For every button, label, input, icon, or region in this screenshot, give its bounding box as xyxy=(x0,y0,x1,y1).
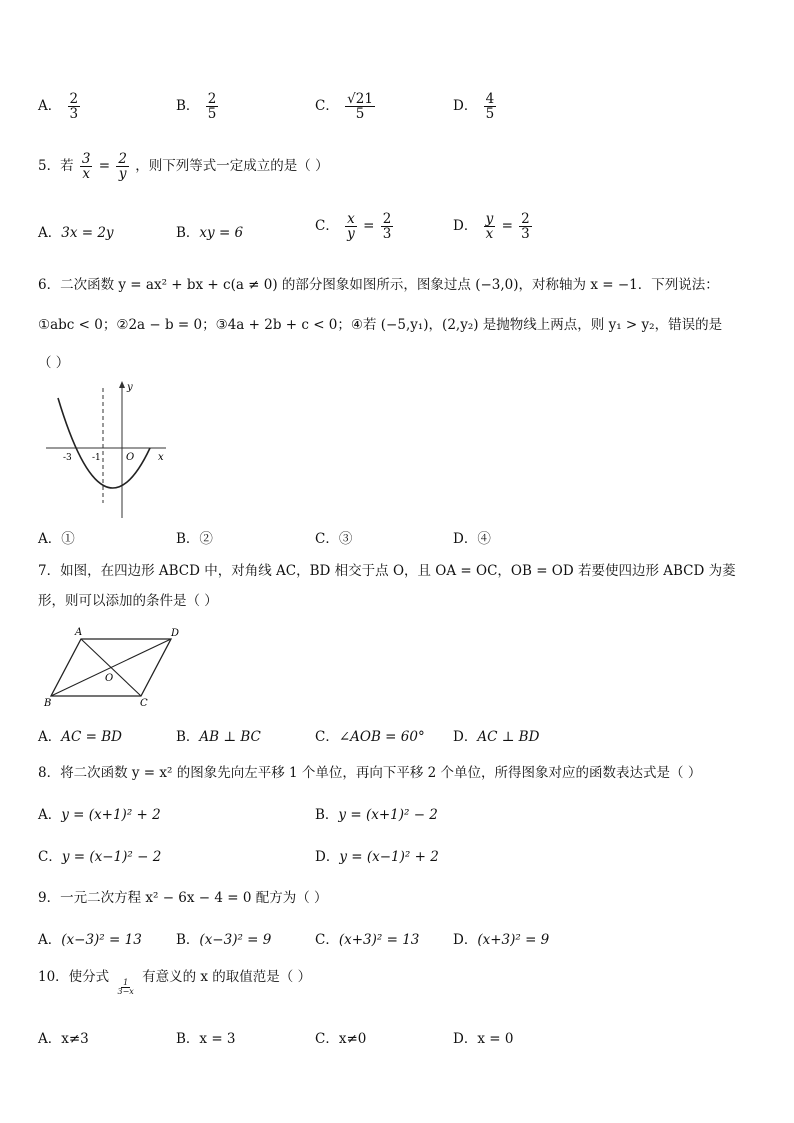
q6-option-a: A．① xyxy=(38,531,75,547)
origin-label: O xyxy=(126,452,135,463)
q9-option-a: A．(x−3)² = 13 xyxy=(38,932,142,948)
y-axis-arrow xyxy=(119,381,125,388)
vertex-a: A xyxy=(75,627,83,638)
q4-option-c: C． $\frac{√21}{5}$ xyxy=(315,91,373,123)
q7-option-c: C．∠AOB = 60° xyxy=(315,729,425,745)
fraction: $\frac{1}{3-x}$ xyxy=(117,977,134,996)
q7-option-b: B．AB ⊥ BC xyxy=(176,729,261,745)
q8-option-d: D．y = (x−1)² + 2 xyxy=(315,849,439,865)
vertex-c: C xyxy=(140,698,148,709)
diagonal-bd xyxy=(51,639,171,696)
tick-minus-1: -1 xyxy=(92,453,101,463)
fraction: $\frac{3}{x}$ xyxy=(81,151,91,183)
q8-option-c: C．y = (x−1)² − 2 xyxy=(38,849,162,865)
fraction: $\frac{2}{3}$ xyxy=(69,91,79,123)
q9-option-d: D．(x+3)² = 9 xyxy=(453,932,550,948)
q7-option-d: D．AC ⊥ BD xyxy=(453,729,540,745)
q4-option-a: A． $\frac{2}{3}$ xyxy=(38,91,79,123)
y-label: y xyxy=(127,382,133,393)
q5-option-b: B．xy = 6 xyxy=(176,225,244,241)
q5-option-c: C． $\frac{x}{y}$ = $\frac{2}{3}$ xyxy=(315,211,392,243)
q9-option-c: C．(x+3)² = 13 xyxy=(315,932,420,948)
q9-stem: 9．一元二次方程 x² − 6x − 4 = 0 配方为（ ） xyxy=(38,890,328,906)
q6-option-c: C．③ xyxy=(315,531,353,547)
q10-option-d: D．x = 0 xyxy=(453,1031,514,1047)
fraction: $\frac{4}{5}$ xyxy=(485,91,495,123)
q10-option-a: A．x≠3 xyxy=(38,1031,89,1047)
q6-stem-line1: 6．二次函数 y = ax² + bx + c(a ≠ 0) 的部分图象如图所示，图象过点 (−3,0)，对称轴为 x = −1．下列说法： xyxy=(38,277,719,293)
fraction: $\frac{2}{y}$ xyxy=(118,151,127,183)
quadrilateral-figure xyxy=(38,624,198,710)
q6-option-b: B．② xyxy=(176,531,213,547)
q9-option-b: B．(x−3)² = 9 xyxy=(176,932,272,948)
vertex-b: B xyxy=(44,698,52,709)
q7-stem-line1: 7．如图，在四边形 ABCD 中，对角线 AC，BD 相交于点 O，且 OA = OC，OB = OD 若要使四边形 ABCD 为菱 xyxy=(38,563,736,579)
q8-stem: 8．将二次函数 y = x² 的图象先向左平移 1 个单位，再向下平移 2 个单位，所得图象对应的函数表达式是（ ） xyxy=(38,765,702,781)
parabola-graph xyxy=(38,378,178,523)
q6-option-d: D．④ xyxy=(453,531,491,547)
q5-option-d: D． $\frac{y}{x}$ = $\frac{2}{3}$ xyxy=(453,211,530,243)
vertex-d: D xyxy=(171,628,180,639)
fraction: $\frac{2}{5}$ xyxy=(207,91,217,123)
q10-option-c: C．x≠0 xyxy=(315,1031,367,1047)
q10-option-b: B．x = 3 xyxy=(176,1031,236,1047)
q10-stem: 10．使分式 $\frac{1}{3-x}$ 有意义的 x 的取值范是（ ） xyxy=(38,969,312,996)
q6-stem-line3: （ ） xyxy=(38,355,70,371)
parabola-curve xyxy=(58,398,150,488)
q8-option-b: B．y = (x+1)² − 2 xyxy=(315,807,438,823)
fraction: $\frac{2}{3}$ xyxy=(521,211,530,243)
fraction: $\frac{y}{x}$ xyxy=(485,211,494,243)
x-label: x xyxy=(158,452,164,463)
fraction: $\frac{√21}{5}$ xyxy=(347,91,373,123)
q8-option-a: A．y = (x+1)² + 2 xyxy=(38,807,161,823)
q6-stem-line2: ①abc < 0；②2a − b = 0；③4a + 2b + c < 0；④若 (−5,y₁)，(2,y₂) 是抛物线上两点，则 y₁ > y₂，错误的是 xyxy=(38,317,723,333)
q7-stem-line2: 形，则可以添加的条件是（ ） xyxy=(38,593,218,609)
q7-option-a: A．AC = BD xyxy=(38,729,122,745)
q5-stem: 5．若 $\frac{3}{x}$ = $\frac{2}{y}$ ，则下列等式一定成立的是（ ） xyxy=(38,151,329,183)
q4-option-b: B． $\frac{2}{5}$ xyxy=(176,91,217,123)
q4-option-d: D． $\frac{4}{5}$ xyxy=(453,91,495,123)
tick-minus-3: -3 xyxy=(63,453,72,463)
fraction: $\frac{2}{3}$ xyxy=(382,211,392,243)
center-o: O xyxy=(105,673,114,684)
q5-option-a: A．3x = 2y xyxy=(38,225,114,241)
fraction: $\frac{x}{y}$ xyxy=(347,211,355,243)
